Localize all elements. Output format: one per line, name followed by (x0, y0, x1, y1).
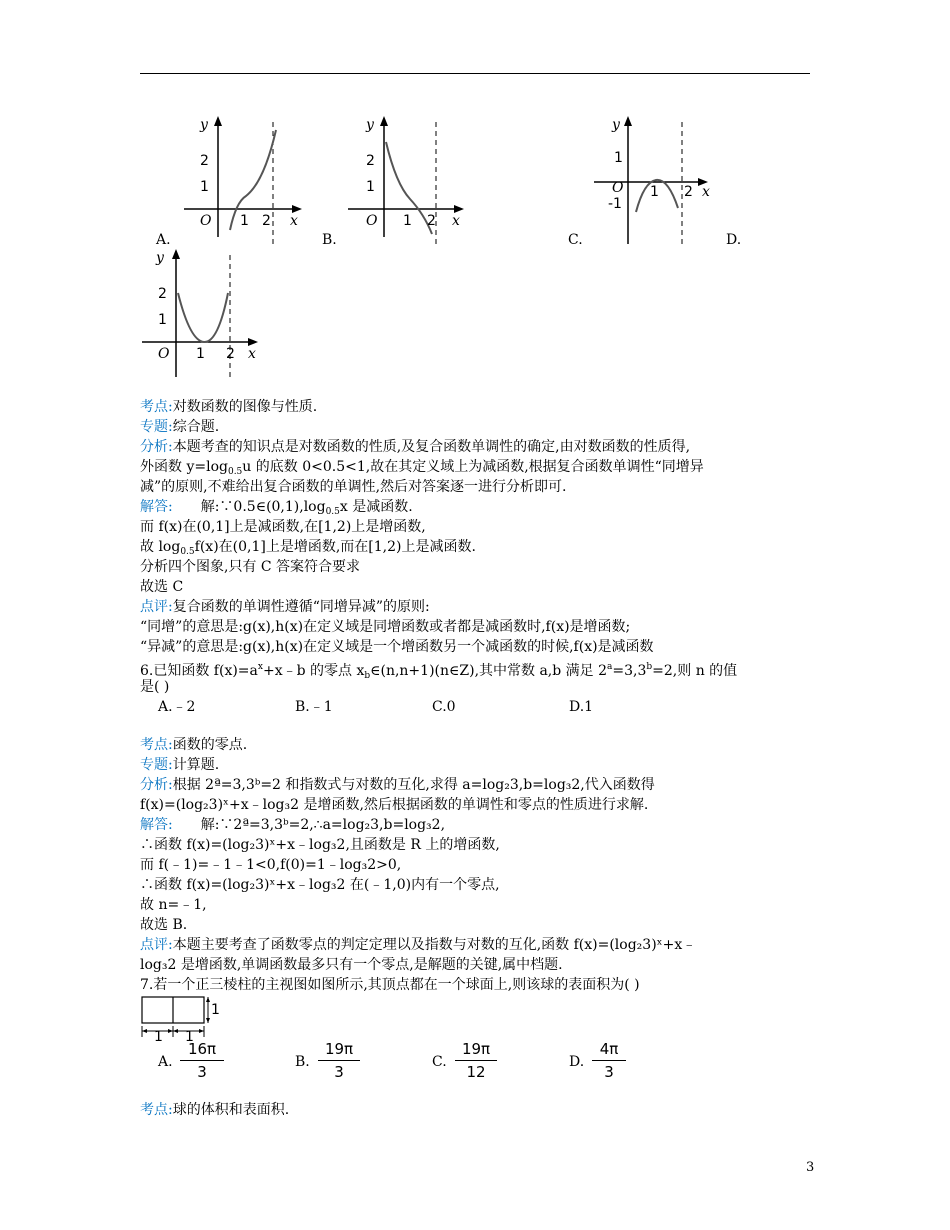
q6-jieda-1: 解答: 解:∵2ª=3,3ᵇ=2,∴a=log₂3,b=log₃2, (140, 817, 446, 833)
q6-jieda-3: 而 f(﹣1)=﹣1﹣1<0,f(0)=1﹣log₃2>0, (140, 857, 402, 873)
page-number: 3 (806, 1160, 815, 1175)
svg-text:1: 1 (185, 1029, 194, 1041)
svg-text:O: O (158, 346, 170, 362)
svg-text:1: 1 (196, 346, 205, 362)
svg-text:2: 2 (366, 153, 375, 169)
option-a-label: A. (156, 232, 171, 248)
svg-text:y: y (156, 250, 164, 266)
q6-option-c: C.0 (432, 699, 456, 715)
q5-kaodian: 考点:对数函数的图像与性质. (140, 399, 318, 415)
option-d-label: D. (726, 232, 742, 248)
q7-option-c-fraction: 19π 12 (455, 1040, 497, 1081)
q6-jieda-4: ∴函数 f(x)=(log₂3)ˣ+x﹣log₃2 在(﹣1,0)内有一个零点, (140, 877, 500, 893)
q5-jieda-5: 故选 C (140, 579, 184, 595)
q6-jieda-5: 故 n=﹣1, (140, 897, 207, 913)
svg-text:1: 1 (211, 1002, 220, 1018)
q6-option-b: B.﹣1 (295, 699, 333, 715)
q7-option-d-label: D. (569, 1054, 585, 1070)
svg-text:-1: -1 (608, 196, 622, 212)
q6-dianping-2: log₃2 是增函数,单调函数最多只有一个零点,是解题的关键,属中档题. (140, 957, 563, 973)
svg-text:1: 1 (200, 179, 209, 195)
q6-jieda-6: 故选 B. (140, 917, 188, 933)
svg-text:1: 1 (366, 179, 375, 195)
svg-text:x: x (290, 213, 298, 229)
q5-fenxi-3: 减”的原则,不难给出复合函数的单调性,然后对答案逐一进行分析即可. (140, 479, 567, 495)
svg-text:2: 2 (226, 346, 235, 362)
q7-option-d-fraction: 4π 3 (592, 1040, 626, 1081)
svg-text:2: 2 (200, 153, 209, 169)
svg-text:2: 2 (427, 213, 436, 229)
svg-text:2: 2 (158, 286, 167, 302)
q6-stem-1: 6.已知函数 $f(x)=a^x+x﹣b$ 的零点 $x_b\in(n,n+1)(n\in Z)$,其中常数 a,b 满足 $2^a=3,3^b=2$,则 n 的值 (140, 662, 738, 681)
graph-a (178, 112, 313, 247)
q6-stem-2: 是( ) (140, 679, 170, 695)
q7-kaodian: 考点:球的体积和表面积. (140, 1102, 290, 1118)
q6-fenxi-2: f(x)=(log₂3)ˣ+x﹣log₃2 是增函数,然后根据函数的单调性和零点的性质进行求解. (140, 797, 649, 813)
svg-text:1: 1 (154, 1029, 163, 1041)
svg-text:x: x (702, 184, 710, 200)
graph-c (590, 112, 720, 247)
q7-option-b-fraction: 19π 3 (318, 1040, 360, 1081)
q6-option-a: A.﹣2 (158, 699, 196, 715)
q5-dianping-1: 点评:复合函数的单调性遵循“同增异减”的原则: (140, 599, 430, 615)
svg-text:2: 2 (262, 213, 271, 229)
graph-d (140, 245, 270, 380)
q5-fenxi-1: 分析:本题考查的知识点是对数函数的性质,及复合函数单调性的确定,由对数函数的性质得, (140, 439, 691, 455)
q6-dianping-1: 点评:本题主要考查了函数零点的判定定理以及指数与对数的互化,函数 f(x)=(log₂3)ˣ+x﹣ (140, 937, 697, 953)
svg-text:2: 2 (684, 184, 693, 200)
svg-text:O: O (200, 213, 212, 229)
svg-text:x: x (452, 213, 460, 229)
q5-zhuanti: 专题:综合题. (140, 419, 220, 435)
option-c-label: C. (568, 232, 583, 248)
q5-dianping-3: “异减”的意思是:g(x),h(x)在定义域是一个增函数另一个减函数的时候,f(x)是减函数 (140, 639, 654, 655)
q6-zhuanti: 专题:计算题. (140, 757, 220, 773)
svg-text:O: O (366, 213, 378, 229)
q7-option-a-fraction: 16π 3 (180, 1040, 224, 1081)
svg-text:1: 1 (614, 150, 623, 166)
q5-dianping-2: “同增”的意思是:g(x),h(x)在定义域是同增函数或者都是减函数时,f(x)是增函数; (140, 619, 631, 635)
svg-text:y: y (612, 117, 620, 133)
q6-option-d: D.1 (569, 699, 594, 715)
q6-fenxi-1: 分析:根据 2ª=3,3ᵇ=2 和指数式与对数的互化,求得 a=log₂3,b=log₃2,代入函数得 (140, 777, 655, 793)
svg-text:x: x (248, 346, 256, 362)
graph-b (344, 112, 474, 247)
svg-text:y: y (366, 117, 374, 133)
q5-jieda-2: 而 f(x)在(0,1]上是减函数,在[1,2)上是增函数, (140, 519, 426, 535)
q5-jieda-1: 解答: 解$:\because 0.5\in(0,1),\log_{0.5}x$ 是减函数. (140, 499, 413, 517)
q5-fenxi-2: 外函数 $y=\log_{0.5}u$ 的底数 0<0.5<1,故在其定义域上为减函数,根据复合函数单调性“同增异 (140, 459, 704, 477)
q5-jieda-4: 分析四个图象,只有 C 答案符合要求 (140, 559, 361, 575)
svg-text:1: 1 (158, 312, 167, 328)
q6-kaodian: 考点:函数的零点. (140, 737, 248, 753)
q7-option-b-label: B. (295, 1054, 310, 1070)
option-b-label: B. (322, 232, 337, 248)
svg-text:1: 1 (403, 213, 412, 229)
q7-option-c-label: C. (432, 1054, 447, 1070)
svg-text:O: O (612, 180, 624, 196)
header-rule (140, 73, 810, 74)
q6-jieda-2: ∴函数 f(x)=(log₂3)ˣ+x﹣log₃2,且函数是 R 上的增函数, (140, 837, 500, 853)
q7-option-a-label: A. (158, 1054, 173, 1070)
svg-text:1: 1 (240, 213, 249, 229)
svg-text:1: 1 (650, 184, 659, 200)
q5-jieda-3: 故 $\log_{0.5}f(x)$在(0,1]上是增函数,而在[1,2)上是减函数. (140, 539, 476, 557)
y-axis-label: y (200, 117, 208, 133)
q7-stem: 7.若一个正三棱柱的主视图如图所示,其顶点都在一个球面上,则该球的表面积为( ) (140, 977, 640, 993)
q7-front-view-figure (138, 995, 228, 1041)
